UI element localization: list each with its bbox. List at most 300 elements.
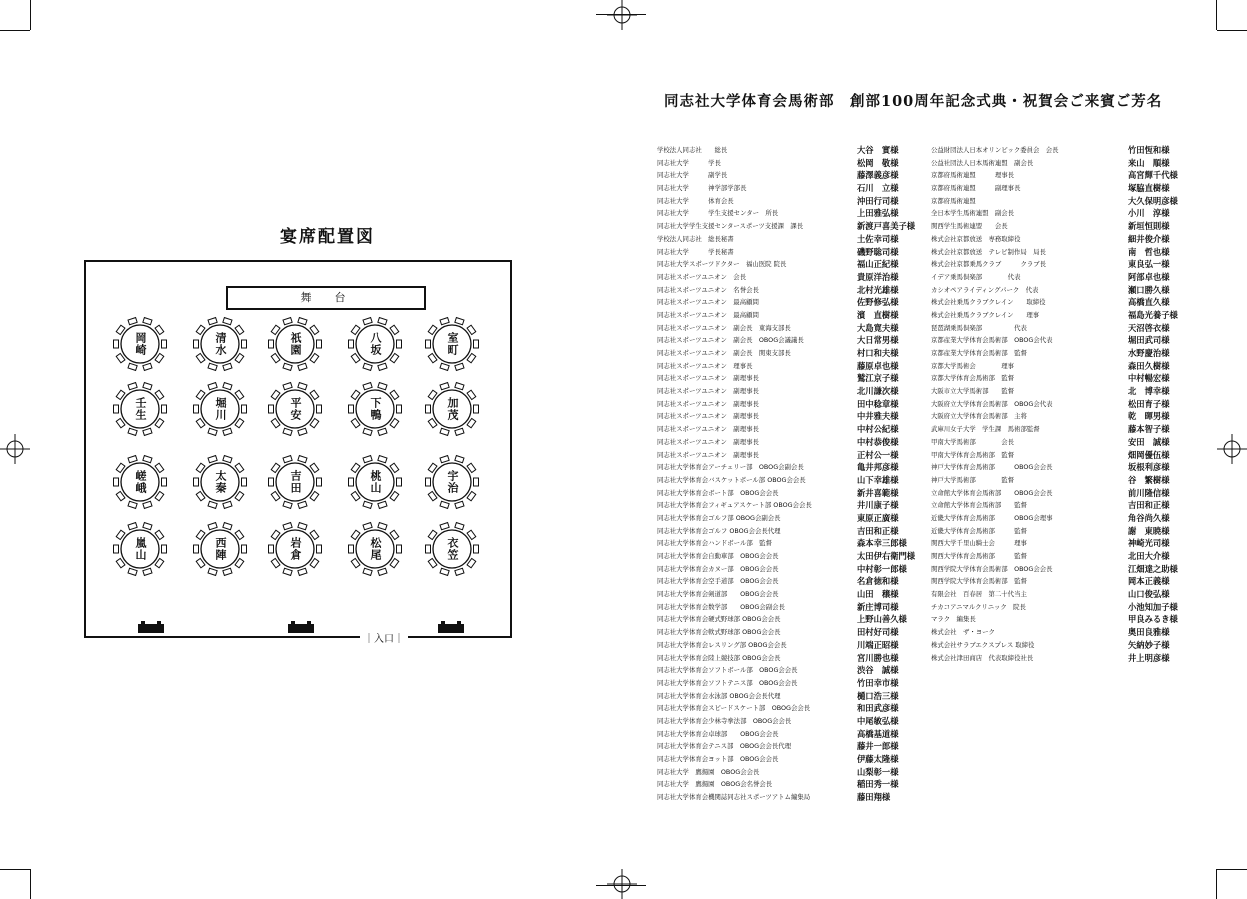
guest-name: 江畑達之助様	[1128, 563, 1178, 574]
guest-affiliation: イデア乗馬倶楽部 代表	[931, 272, 1021, 281]
door-icon	[288, 624, 314, 633]
guest-affiliation: 有限会社 百春居 第二十代当主	[931, 590, 1027, 599]
guest-row	[931, 169, 1193, 182]
guest-row	[931, 182, 1193, 195]
guest-name: 南 哲也様	[1128, 246, 1170, 257]
guest-name: 安田 誠様	[1128, 436, 1170, 447]
guest-affiliation: 同志社スポーツユニオン 最高顧問	[657, 310, 759, 319]
banquet-table	[347, 381, 403, 437]
guest-affiliation: 同志社大学体育会バスケットボール部 OBOG会会長	[657, 475, 806, 484]
guest-name: 大谷 實様	[857, 145, 899, 155]
guest-row	[931, 360, 1193, 373]
seating-chart-title: 宴席配置図	[280, 227, 375, 247]
guest-affiliation: 同志社スポーツユニオン 副理事長	[657, 450, 759, 459]
guest-row	[931, 157, 1193, 170]
guest-row	[657, 423, 919, 436]
guest-row	[657, 372, 919, 385]
guest-affiliation: 同志社大学体育会ソフトボール部 OBOG会会長	[657, 666, 798, 675]
guest-row	[931, 246, 1193, 259]
guest-name: 太田伊右衛門様	[857, 551, 916, 561]
guest-name: 高宮輝千代様	[1128, 170, 1178, 181]
guest-affiliation: 関西学生馬術連盟 会長	[931, 222, 1008, 231]
guest-row	[657, 157, 919, 170]
guest-row	[931, 322, 1193, 335]
guest-affiliation: 同志社スポーツユニオン 名誉会長	[657, 285, 759, 294]
guest-row	[931, 575, 1193, 588]
guest-affiliation: 学校法人同志社 総長	[657, 146, 728, 154]
guest-name: 松田育子様	[1128, 398, 1170, 409]
guest-row	[931, 436, 1193, 449]
guest-affiliation: 株式会社 ザ・ヨーク	[931, 628, 995, 637]
guest-row	[931, 613, 1193, 626]
guest-affiliation: 同志社大学体育会陸上競技部 OBOG会会長	[657, 653, 781, 662]
guest-name: 高橋直久様	[1128, 297, 1170, 308]
banquet-table	[424, 381, 480, 437]
guest-affiliation: 株式会社サラブエクスプレス 取締役	[931, 640, 1035, 649]
guest-affiliation: 立命館大学体育会馬術部 監督	[931, 501, 1027, 510]
guest-row	[657, 791, 919, 804]
table-name: 八坂	[369, 332, 382, 356]
table-name: 吉田	[289, 470, 302, 494]
guest-name: 沖田行司様	[857, 195, 899, 206]
guest-name: 藤原卓也様	[857, 360, 899, 371]
guest-name: 山田 穣様	[857, 589, 899, 600]
guest-row	[657, 334, 919, 347]
guest-row	[657, 182, 919, 195]
guest-affiliation: 京都大学体育会馬術部 監督	[931, 374, 1015, 383]
guest-row	[657, 512, 919, 525]
guest-name: 水野慶治様	[1128, 348, 1170, 358]
crop-mark	[1217, 869, 1247, 870]
guest-name: 東良弘一様	[1128, 259, 1170, 270]
guest-row	[657, 639, 919, 652]
guest-name: 北田大介様	[1128, 551, 1170, 561]
table-name: 加茂	[446, 397, 459, 421]
guest-name: 塚脇直樹様	[1128, 183, 1170, 194]
guest-affiliation: 甲南大学馬術部 会長	[931, 437, 1015, 446]
guest-row	[931, 398, 1193, 411]
guest-name: 中尾敏弘様	[857, 715, 899, 726]
guest-affiliation: 同志社スポーツユニオン 副理事長	[657, 399, 759, 408]
guest-affiliation: 同志社大学 学生支援センター 所長	[657, 209, 779, 218]
banquet-table	[267, 316, 323, 372]
banquet-table	[347, 316, 403, 372]
guest-row	[657, 537, 919, 550]
guest-affiliation: 同志社大学体育会硬式野球部 OBOG会会長	[657, 615, 781, 624]
guest-affiliation: 同志社スポーツユニオン 会長	[657, 272, 747, 281]
guest-affiliation: 同志社スポーツユニオン 副理事長	[657, 425, 759, 434]
guest-name: 細井俊介様	[1128, 233, 1170, 244]
banquet-table	[347, 454, 403, 510]
guest-row	[931, 601, 1193, 614]
guest-name: 小池知加子様	[1128, 601, 1178, 612]
guest-affiliation: 同志社大学体育会ゴルフ OBOG会会長代理	[657, 526, 781, 535]
guest-row	[931, 423, 1193, 436]
guest-affiliation: 株式会社京都放送 専務取締役	[931, 234, 1021, 243]
guest-name: 坂根利彦様	[1128, 462, 1170, 473]
banquet-table	[347, 521, 403, 577]
banquet-table	[112, 316, 168, 372]
guest-row	[931, 537, 1193, 550]
guest-affiliation: 同志社大学体育会空手道部 OBOG会会長	[657, 577, 779, 586]
guest-name: 田中稔章様	[857, 398, 899, 409]
guest-affiliation: 同志社大学 神学部学部長	[657, 184, 747, 193]
guest-list-column-a	[657, 144, 919, 804]
guest-affiliation: 同志社スポーツユニオン 理事長	[657, 361, 753, 370]
guest-row	[657, 461, 919, 474]
guest-row	[657, 626, 919, 639]
guest-name: 稲田秀一様	[857, 779, 899, 790]
guest-name: 中井雅夫様	[857, 411, 899, 422]
guest-row	[931, 461, 1193, 474]
guest-affiliation: 神戸大学馬術部 監督	[931, 475, 1015, 484]
crop-mark	[30, 0, 31, 30]
guest-affiliation: 同志社大学 鷹揚園 OBOG会名誉会長	[657, 780, 773, 789]
guest-affiliation: 京都産業大学体育会馬術部 監督	[931, 349, 1027, 357]
guest-row	[657, 449, 919, 462]
door-icon	[438, 624, 464, 633]
guest-row	[931, 296, 1193, 309]
guest-row	[657, 575, 919, 588]
guest-row	[931, 626, 1193, 639]
guest-affiliation: 同志社大学体育会アーチェリー部 OBOG会副会長	[657, 463, 804, 472]
banquet-table	[192, 381, 248, 437]
guest-affiliation: 同志社大学体育会数学部 OBOG会副会長	[657, 602, 785, 611]
guest-row	[657, 550, 919, 563]
guest-row	[657, 728, 919, 741]
guest-row	[657, 474, 919, 487]
guest-name: 吉田和正様	[857, 525, 899, 536]
guest-affiliation: 同志社大学 鷹揚園 OBOG会会長	[657, 767, 760, 776]
guest-name: 藤澤義彦様	[857, 170, 899, 181]
guest-name: 吉田和正様	[1128, 500, 1170, 511]
guest-affiliation: 神戸大学体育会馬術部 OBOG会会長	[931, 463, 1053, 472]
guest-row	[657, 753, 919, 766]
guest-name: 谷 繁樹様	[1128, 474, 1170, 485]
guest-affiliation: 立命館大学体育会馬術部 OBOG会会長	[931, 488, 1053, 497]
table-name: 嵯峨	[134, 470, 147, 494]
registration-mark-icon	[1217, 434, 1247, 464]
guest-name: 大島寛夫様	[857, 322, 899, 333]
guest-row	[657, 436, 919, 449]
guest-name: 石川 立様	[857, 183, 899, 194]
crop-mark	[0, 30, 30, 31]
floor-plan	[84, 260, 512, 645]
table-name: 祇園	[289, 332, 302, 356]
guest-name: 中村公紀様	[857, 424, 899, 435]
registration-mark-icon	[607, 869, 637, 899]
guest-row	[657, 778, 919, 791]
guest-affiliation: カシオペアライディングパーク 代表	[931, 285, 1039, 294]
guest-name: 来山 順様	[1128, 157, 1170, 168]
guest-affiliation: 大阪市立大学馬術部 監督	[931, 387, 1015, 396]
stage: 舞 台	[226, 286, 426, 310]
registration-mark-icon	[607, 0, 637, 30]
guest-row	[657, 144, 919, 157]
guest-row	[657, 652, 919, 665]
guest-row	[931, 144, 1193, 157]
banquet-table	[424, 454, 480, 510]
guest-affiliation: 公益社団法人日本馬術連盟 副会長	[931, 158, 1034, 167]
guest-row	[931, 487, 1193, 500]
guest-name: 宮川勝也様	[857, 652, 899, 663]
guest-row	[657, 322, 919, 335]
guest-name: 前川隆信様	[1128, 487, 1170, 498]
guest-name: 北川謙次様	[857, 386, 899, 397]
guest-name: 奥田良雅様	[1128, 627, 1170, 638]
guest-affiliation: 大阪府立大学体育会馬術部 主将	[931, 412, 1027, 421]
guest-row	[657, 677, 919, 690]
guest-name: 佐野修弘様	[857, 297, 899, 308]
guest-affiliation: 同志社スポーツユニオン 副会長 関東支部長	[657, 349, 791, 357]
guest-name: 小川 淳様	[1128, 208, 1170, 219]
guest-affiliation: 京都大学馬術会 理事	[931, 361, 1015, 370]
table-name: 嵐山	[134, 537, 147, 561]
guest-affiliation: 同志社スポーツユニオン 副会長 東海支部長	[657, 323, 791, 332]
guest-name: 畑岡優伍様	[1128, 449, 1170, 460]
guest-affiliation: 甲南大学体育会馬術部 監督	[931, 450, 1015, 459]
guest-affiliation: 琵琶湖乗馬倶楽部 代表	[931, 323, 1027, 332]
guest-affiliation: 京都府馬術連盟 副理事長	[931, 184, 1021, 193]
guest-affiliation: 同志社大学体育会卓球部 OBOG会会長	[657, 729, 779, 738]
guest-name: 藤井一郎様	[857, 741, 899, 752]
guest-row	[931, 207, 1193, 220]
guest-name: 藤田翔様	[857, 792, 891, 803]
guest-row	[931, 233, 1193, 246]
guest-affiliation: 関西学院大学体育会馬術部 監督	[931, 577, 1027, 586]
guest-row	[657, 271, 919, 284]
guest-name: 土佐幸司様	[857, 233, 899, 244]
table-name: 衣笠	[446, 537, 459, 561]
guest-name: 上野山善久様	[857, 614, 907, 625]
guest-row	[931, 588, 1193, 601]
guest-affiliation: 同志社大学 学長秘書	[657, 247, 734, 256]
guest-name: 渋谷 誠様	[857, 665, 899, 676]
guest-row	[931, 271, 1193, 284]
guest-row	[657, 664, 919, 677]
guest-row	[657, 385, 919, 398]
guest-row	[931, 347, 1193, 360]
guest-affiliation: 武庫川女子大学 学生課 馬術部監督	[931, 425, 1040, 434]
guest-name: 福島光養子様	[1128, 309, 1178, 320]
guest-row	[931, 474, 1193, 487]
guest-affiliation: 同志社スポーツユニオン 副会長 OBOG会議議長	[657, 336, 804, 345]
banquet-table	[267, 454, 323, 510]
guest-row	[931, 385, 1193, 398]
guest-row	[657, 284, 919, 297]
guest-row	[657, 398, 919, 411]
banquet-table	[424, 316, 480, 372]
guest-row	[657, 233, 919, 246]
banquet-table	[192, 316, 248, 372]
guest-name: 川端正昭様	[857, 639, 899, 650]
banquet-table	[424, 521, 480, 577]
guest-affiliation: マラク 編集長	[931, 615, 976, 624]
banquet-table	[267, 521, 323, 577]
guest-affiliation: 同志社大学体育会機関誌同志社スポーツアトム編集局	[657, 793, 811, 802]
guest-name: 阿部卓也様	[1128, 271, 1170, 282]
guest-name: 藤本智子様	[1128, 424, 1170, 435]
guest-row	[931, 512, 1193, 525]
table-name: 平安	[289, 397, 302, 421]
crop-mark	[1216, 0, 1217, 30]
table-name: 宇治	[446, 470, 459, 494]
guest-affiliation: 同志社大学 副学長	[657, 171, 728, 180]
guest-affiliation: 同志社大学体育会水泳部 OBOG会会長代理	[657, 691, 781, 700]
guest-row	[657, 258, 919, 271]
guest-affiliation: 同志社大学 体育会長	[657, 196, 734, 205]
table-name: 室町	[446, 332, 459, 356]
guest-affiliation: 株式会社京都放送 テレビ制作局 局長	[931, 247, 1046, 256]
guest-name: 角谷尚久様	[1128, 512, 1170, 523]
guest-row	[657, 740, 919, 753]
guest-row	[657, 588, 919, 601]
guest-row	[657, 601, 919, 614]
guest-row	[657, 169, 919, 182]
guest-name: 神崎光司様	[1128, 538, 1170, 549]
guest-affiliation: 同志社大学体育会ボート部 OBOG会会長	[657, 488, 779, 497]
guest-row	[931, 525, 1193, 538]
guest-row	[657, 296, 919, 309]
guest-name: 天沼啓衣様	[1128, 322, 1170, 333]
guest-name: 中村彰一郎様	[857, 563, 907, 574]
guest-affiliation: 同志社大学スポーツドクター 福山医院 院長	[657, 260, 787, 269]
table-name: 西陣	[214, 537, 227, 561]
guest-row	[657, 309, 919, 322]
table-name: 太秦	[214, 470, 227, 494]
guest-name: 伊藤太隆様	[857, 754, 899, 764]
guest-row	[931, 652, 1193, 665]
guest-affiliation: 同志社大学体育会フィギュアスケート部 OBOG会会長	[657, 501, 812, 510]
guest-row	[931, 410, 1193, 423]
banquet-table	[112, 521, 168, 577]
table-name: 桃山	[369, 470, 382, 494]
guest-name: 中村恭俊様	[857, 436, 899, 447]
guest-row	[657, 410, 919, 423]
guest-affiliation: 同志社大学体育会剣道部 OBOG会会長	[657, 590, 779, 599]
guest-affiliation: 同志社大学体育会自動車部 OBOG会会長	[657, 552, 779, 560]
guest-name: 上田雅弘様	[857, 208, 899, 219]
guest-name: 乾 暉男様	[1128, 411, 1170, 422]
guest-name: 名倉徳和様	[857, 576, 899, 587]
table-name: 岩倉	[289, 537, 302, 561]
guest-name: 新垣恒則様	[1128, 221, 1170, 232]
guest-name: 亀井邦彦様	[857, 462, 899, 473]
guest-row	[931, 195, 1193, 208]
table-name: 岡崎	[134, 332, 147, 356]
guest-row	[931, 550, 1193, 563]
guest-name: 高橋基道様	[857, 728, 899, 739]
registration-mark-icon	[0, 434, 30, 464]
guest-name: 正村公一様	[857, 449, 899, 460]
guest-name: 竹田恆和様	[1128, 145, 1170, 155]
entrance-label: ｜入口｜	[360, 630, 408, 645]
guest-name: 謝 東暁様	[1128, 525, 1170, 536]
guest-name: 中村暢宏様	[1128, 373, 1170, 384]
guest-affiliation: 同志社大学体育会レスリング部 OBOG会会長	[657, 640, 787, 649]
guest-name: 濱 直樹様	[857, 309, 899, 320]
guest-name: 大日常男様	[857, 335, 899, 346]
guest-row	[657, 613, 919, 626]
guest-affiliation: 京都産業大学体育会馬術部 OBOG会代表	[931, 336, 1053, 345]
guest-list-column-b	[931, 144, 1193, 664]
guest-row	[657, 195, 919, 208]
guest-name: 森本幸三郎様	[857, 538, 907, 549]
guest-name: 山口俊弘様	[1128, 589, 1170, 600]
guest-name: 田村好司様	[857, 627, 899, 638]
table-name: 松尾	[369, 537, 382, 561]
guest-row	[931, 372, 1193, 385]
guest-name: 新井喜範様	[857, 487, 899, 498]
guest-row	[931, 220, 1193, 233]
guest-affiliation: 同志社スポーツユニオン 副理事長	[657, 412, 759, 421]
guest-affiliation: 近畿大学体育会馬術部 監督	[931, 526, 1027, 535]
guest-affiliation: 株式会社京都乗馬クラブ クラブ長	[931, 260, 1047, 269]
guest-affiliation: 同志社大学体育会スピードスケート部 OBOG会会長	[657, 704, 811, 713]
guest-name: 堀田武司様	[1128, 335, 1170, 346]
guest-affiliation: 同志社スポーツユニオン 副理事長	[657, 374, 759, 383]
banquet-table	[112, 454, 168, 510]
guest-name: 樋口浩三様	[857, 690, 899, 701]
guest-affiliation: 同志社大学体育会ゴルフ部 OBOG会副会長	[657, 513, 781, 522]
guest-name: 磯野聡司様	[857, 246, 899, 257]
guest-row	[657, 715, 919, 728]
guest-affiliation: 同志社大学体育会軟式野球部 OBOG会会長	[657, 628, 781, 637]
crop-mark	[1216, 869, 1217, 899]
banquet-table	[192, 521, 248, 577]
guest-affiliation: 関西学院大学体育会馬術部 OBOG会会長	[931, 564, 1053, 573]
guest-name: 貴原洋治様	[857, 271, 899, 282]
guest-row	[931, 449, 1193, 462]
guest-affiliation: 同志社大学体育会テニス部 OBOG会会長代理	[657, 742, 792, 751]
guest-row	[657, 347, 919, 360]
guest-affiliation: 同志社スポーツユニオン 副理事長	[657, 387, 759, 396]
guest-name: 井上明彦様	[1128, 652, 1170, 663]
guest-affiliation: 同志社大学学生支援センタースポーツ支援課 課長	[657, 222, 804, 231]
guest-affiliation: 近畿大学体育会馬術部 OBOG会理事	[931, 513, 1053, 522]
crop-mark	[0, 869, 30, 870]
guest-name: 瀬口勝久様	[1128, 284, 1170, 295]
guest-row	[657, 499, 919, 512]
guest-name: 新庄博司様	[857, 601, 899, 612]
guest-name: 松岡 敬様	[857, 157, 899, 168]
guest-row	[657, 690, 919, 703]
guest-row	[657, 702, 919, 715]
crop-mark	[1217, 30, 1247, 31]
guest-affiliation: 同志社大学体育会少林寺拳法部 OBOG会会長	[657, 716, 792, 725]
guest-name: 岡本正義様	[1128, 576, 1170, 587]
guest-name: 甲良みるき様	[1128, 614, 1178, 625]
guest-name: 鷲江京子様	[857, 373, 899, 384]
guest-name: 北 博幸様	[1128, 386, 1170, 397]
guest-name: 北村光雄様	[857, 284, 899, 295]
guest-affiliation: 大阪府立大学体育会馬術部 OBOG会代表	[931, 399, 1053, 408]
guest-name: 山下幸雄様	[857, 474, 899, 485]
guest-affiliation: 同志社大学体育会ソフトテニス部 OBOG会会長	[657, 678, 798, 687]
guest-affiliation: 公益財団法人日本オリンピック委員会 会長	[931, 146, 1059, 154]
guest-affiliation: 株式会社津田商店 代表取締役社長	[931, 653, 1034, 662]
guest-affiliation: 株式会社乗馬クラブクレイン 取締役	[931, 298, 1046, 307]
guest-row	[657, 525, 919, 538]
guest-name: 大久保明彦様	[1128, 195, 1178, 206]
guest-list-title: 同志社大学体育会馬術部 創部100周年記念式典・祝賀会ご来賓ご芳名	[664, 93, 1163, 110]
guest-row	[931, 334, 1193, 347]
guest-name: 竹田幸市様	[857, 677, 899, 688]
guest-affiliation: 関西大学千里山騎士会 理事	[931, 539, 1027, 548]
guest-row	[657, 360, 919, 373]
guest-affiliation: 京都府馬術連盟 理事長	[931, 171, 1015, 180]
guest-row	[931, 284, 1193, 297]
